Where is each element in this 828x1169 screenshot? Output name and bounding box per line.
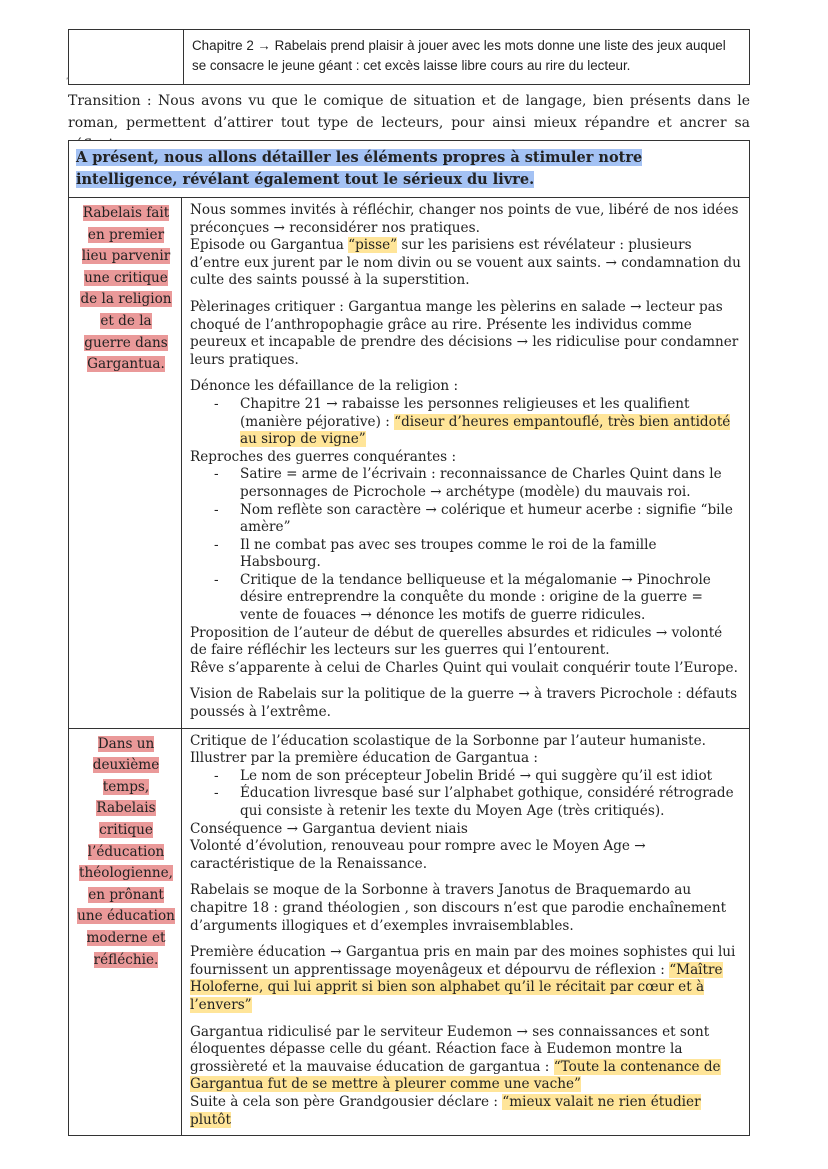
paragraph: Critique de l’éducation scolastique de la Sorbonne par l’auteur humaniste. (190, 732, 706, 749)
list-item (240, 396, 741, 449)
row-label-cell (69, 198, 182, 729)
stray-mark: * (66, 77, 69, 84)
text-span: Episode ou Gargantua (190, 237, 349, 254)
text-span: Suite à cela son père Grandgousier déclare : (190, 1093, 503, 1110)
dash-list (190, 768, 741, 821)
paragraph: Conséquence → Gargantua devient niais (190, 820, 468, 837)
list-item: - Satire = arme de l’écrivain : reconnaissance de Charles Quint dans le personnages de Picrochole → archétype (modèle) du mauvais roi. (240, 466, 741, 501)
paragraph: Rêve s’apparente à celui de Charles Quint qui voulait conquérir toute l’Europe. (190, 659, 738, 676)
main-table (68, 140, 750, 1136)
quote-highlight: “mieux valait ne rien étudier plutôt (190, 1093, 701, 1128)
paragraph: Reproches des guerres conquérantes : (190, 448, 457, 465)
paragraph (190, 237, 741, 290)
text-span: Première éducation → Gargantua pris en main par des moines sophistes qui lui fournissent un apprentissage moyenâgeux et dépourvu de réflexion : (190, 944, 736, 978)
section-heading: A présent, nous allons détailler les éléments propres à stimuler notre intelligence, révélant également tout le sérieux du livre. (76, 149, 643, 188)
paragraph: Rabelais se moque de la Sorbonne à travers Janotus de Braquemardo au chapitre 18 : grand théologien , son discours n’est que parodie enchaînement d’arguments illogiques et d’exemples invraisemblables. (190, 882, 727, 934)
quote-highlight: “diseur d’heures empantouflé, très bien antidoté au sirop de vigne” (240, 413, 731, 448)
list-item: - Le nom de son précepteur Jobelin Bridé → qui suggère qu’il est idiot (240, 768, 741, 786)
text-span: Gargantua ridiculisé par le serviteur Eudemon → ses connaissances et sont éloquentes dépasse celle du géant. Réaction face à Eudemon montre la grossièreté et la mauvaise éducation de gargantua : (190, 1023, 710, 1075)
list-item: - Il ne combat pas avec ses troupes comme le roi de la famille Habsbourg. (240, 537, 741, 572)
text-span: sur les parisiens est révélateur : plusieurs d’entre eux jurent par le nom divin ou se vouent aux saints. → condamnation du culte des saints poussé à la superstition. (190, 237, 741, 289)
top-table-empty-cell (69, 30, 184, 85)
transition-paragraph: Transition : Nous avons vu que le comique de situation et de langage, bien présents dans le roman, permettent d’attirer tout type de lecteurs, pour ainsi mieux répandre et ancrer sa (68, 93, 750, 131)
top-table-text-cell (184, 30, 750, 85)
chapter-2-note: Chapitre 2 → Rabelais prend plaisir à jouer avec les mots donne une liste des jeux auquel se consacre le jeune géant : cet excès laisse libre cours au rire du lecteur. (192, 38, 726, 73)
section-heading-cell (69, 141, 750, 198)
paragraph: Nous sommes invités à réfléchir, changer nos points de vue, libéré de nos idées préconçues → reconsidérer nos pratiques. (190, 202, 739, 236)
dash-list (190, 466, 741, 624)
quote-highlight: “pisse” (348, 237, 398, 254)
paragraph (190, 944, 741, 1014)
row-label-religion-war: Rabelais fait en premier lieu parvenir une critique de la religion et de la guerre dans Gargantua. (80, 205, 172, 373)
text-span: Chapitre 21 → rabaisse les personnes religieuses et les qualifient (manière péjorative) : (240, 395, 690, 430)
paragraph: Volonté d’évolution, renouveau pour rompre avec le Moyen Age → caractéristique de la Renaissance. (190, 838, 646, 872)
quote-highlight: “Toute la contenance de Gargantua fut de se mettre à pleurer comme une vache” (190, 1058, 721, 1093)
row-content-cell (182, 198, 750, 729)
row-label-education: Dans un deuxième temps, Rabelais critique l’éducation théologienne, en prônant une éducation moderne et réfléchie. (77, 735, 175, 968)
dash-list (190, 396, 741, 449)
paragraph (190, 1094, 741, 1129)
paragraph: Proposition de l’auteur de début de querelles absurdes et ridicules → volonté de faire réfléchir les lecteurs sur les guerres qui l’entourent. (190, 624, 723, 659)
quote-highlight: “Maître Holoferne, qui lui apprit si bien son alphabet qu’il le récitait par cœur et à l’envers” (190, 961, 723, 1013)
row-content-cell (182, 728, 750, 1135)
paragraph (190, 1024, 741, 1094)
paragraph: Dénonce les défaillance de la religion : (190, 378, 459, 395)
table-row (69, 198, 750, 729)
list-item: - Nom reflète son caractère → colérique et humeur acerbe : signifie “bile amère” (240, 502, 741, 537)
paragraph: Illustrer par la première éducation de Gargantua : (190, 750, 539, 767)
row-label-cell (69, 728, 182, 1135)
top-table (68, 29, 750, 85)
list-item: - Critique de la tendance belliqueuse et la mégalomanie → Pinochrole désire entreprendre la conquête du monde : origine de la guerre = vente de fouaces → dénonce les motifs de guerre ridicules. (240, 572, 741, 625)
list-item: - Éducation livresque basé sur l’alphabet gothique, considéré rétrograde qui consiste à retenir les texte du Moyen Age (très critiqués). (240, 785, 741, 820)
table-row (69, 728, 750, 1135)
paragraph: Pèlerinages critiquer : Gargantua mange les pèlerins en salade → lecteur pas choqué de l’anthropophagie grâce au rire. Présente les individus comme peureux et incapable de prendre des décisions → les ridiculise pour condamner leurs pratiques. (190, 298, 739, 368)
paragraph: Vision de Rabelais sur la politique de la guerre → à travers Picrochole : défauts poussés à l’extrême. (190, 686, 738, 721)
